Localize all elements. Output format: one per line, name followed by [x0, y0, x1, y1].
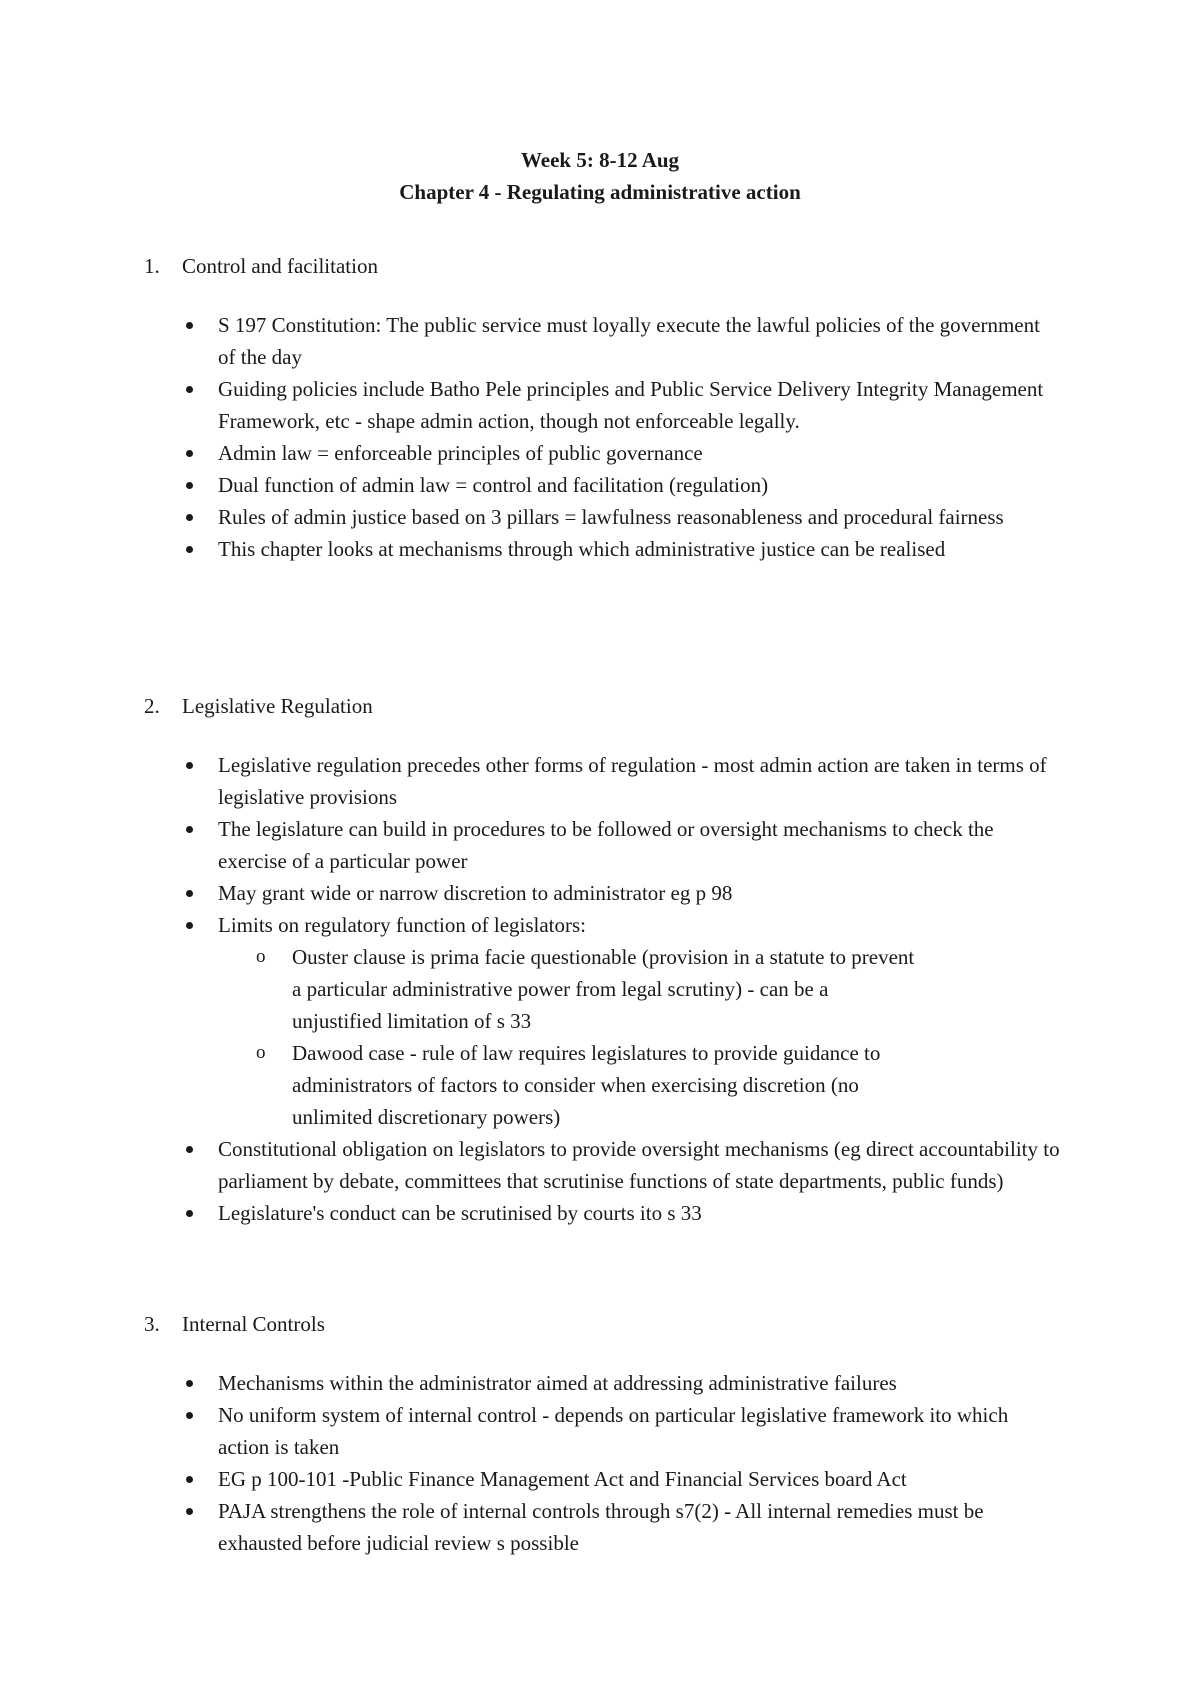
chapter-title: Chapter 4 - Regulating administrative action: [399, 180, 801, 204]
list-item-text: Constitutional obligation on legislators to provide oversight mechanisms (eg direct accountability to parliament by debate, committees that scrutinise functions of state departments, public funds): [218, 1137, 1060, 1193]
section-control-and-facilitation: [0, 250, 1200, 565]
list-item: [0, 373, 1200, 437]
list-item: [0, 1367, 1200, 1399]
bullet-icon: [186, 386, 193, 393]
bullet-icon: [186, 514, 193, 521]
list-item: [0, 309, 1200, 373]
list-item: [0, 469, 1200, 501]
list-item: [0, 1463, 1200, 1495]
list-item-text: Mechanisms within the administrator aimed at addressing administrative failures: [218, 1371, 897, 1395]
list-item-text: S 197 Constitution: The public service must loyally execute the lawful policies of the government of the day: [218, 313, 1040, 369]
sub-list-item-text: Ouster clause is prima facie questionable (provision in a statute to prevent a particular administrative power from legal scrutiny) - can be a unjustified limitation of s 33: [292, 945, 915, 1033]
bullet-icon: [186, 450, 193, 457]
list-item-text: EG p 100-101 -Public Finance Management Act and Financial Services board Act: [218, 1467, 907, 1491]
section-number: 3.: [144, 1312, 160, 1336]
bullet-icon: [186, 1412, 193, 1419]
list-item-text: May grant wide or narrow discretion to administrator eg p 98: [218, 881, 733, 905]
section-heading: [0, 250, 1200, 282]
list-item: [0, 749, 1200, 813]
list-item: [0, 1399, 1200, 1463]
list-item: [0, 533, 1200, 565]
list-item: [0, 909, 1200, 1133]
sub-list-item-text: Dawood case - rule of law requires legislatures to provide guidance to administrators of factors to consider when exercising discretion (no unlimited discretionary powers): [292, 1041, 881, 1129]
bullet-icon: [186, 322, 193, 329]
list-item: [0, 437, 1200, 469]
week-title: Week 5: 8-12 Aug: [520, 148, 680, 172]
list-item-text: Legislature's conduct can be scrutinised by courts ito s 33: [218, 1201, 702, 1225]
list-item-text: Guiding policies include Batho Pele principles and Public Service Delivery Integrity Management Framework, etc - shape admin action, though not enforceable legally.: [218, 377, 1044, 433]
bullet-list: [0, 1367, 1200, 1559]
list-item: [0, 877, 1200, 909]
section-heading: [0, 1308, 1200, 1340]
bullet-icon: [186, 890, 193, 897]
document-header: [0, 144, 1200, 208]
bullet-list: [0, 309, 1200, 565]
bullet-icon: [186, 482, 193, 489]
list-item-text: This chapter looks at mechanisms through which administrative justice can be realised: [218, 537, 946, 561]
section-title: Internal Controls: [182, 1312, 325, 1336]
section-title: Control and facilitation: [182, 254, 378, 278]
section-heading: [0, 690, 1200, 722]
bullet-icon: [186, 826, 193, 833]
bullet-icon: [186, 922, 193, 929]
section-legislative-regulation: [0, 690, 1200, 1229]
list-item-text: Rules of admin justice based on 3 pillars = lawfulness reasonableness and procedural fairness: [218, 505, 1004, 529]
hollow-bullet-icon: o: [256, 1042, 266, 1063]
sub-bullet-list: [218, 941, 1060, 1133]
hollow-bullet-icon: o: [256, 946, 266, 967]
bullet-icon: [186, 546, 193, 553]
list-item: [0, 1133, 1200, 1197]
list-item: [0, 501, 1200, 533]
list-item: [0, 1495, 1200, 1559]
list-item-text: No uniform system of internal control - depends on particular legislative framework ito which action is taken: [218, 1403, 1009, 1459]
bullet-icon: [186, 762, 193, 769]
section-number: 2.: [144, 694, 160, 718]
list-item: [0, 813, 1200, 877]
section-number: 1.: [144, 254, 160, 278]
list-item: [0, 1197, 1200, 1229]
list-item-text: Admin law = enforceable principles of public governance: [218, 441, 703, 465]
bullet-icon: [186, 1146, 193, 1153]
bullet-icon: [186, 1476, 193, 1483]
bullet-list: [0, 749, 1200, 1229]
sub-list-item: [0, 941, 1060, 1037]
bullet-icon: [186, 1210, 193, 1217]
bullet-icon: [186, 1508, 193, 1515]
section-title: Legislative Regulation: [182, 694, 373, 718]
list-item-text: Legislative regulation precedes other forms of regulation - most admin action are taken in terms of legislative provisions: [218, 753, 1047, 809]
section-internal-controls: [0, 1308, 1200, 1559]
list-item-text: PAJA strengthens the role of internal controls through s7(2) - All internal remedies must be exhausted before judicial review s possible: [218, 1499, 984, 1555]
sub-list-item: [0, 1037, 1060, 1133]
list-item-text: Dual function of admin law = control and facilitation (regulation): [218, 473, 769, 497]
list-item-text: Limits on regulatory function of legislators:: [218, 913, 587, 937]
bullet-icon: [186, 1380, 193, 1387]
list-item-text: The legislature can build in procedures to be followed or oversight mechanisms to check the exercise of a particular power: [218, 817, 994, 873]
